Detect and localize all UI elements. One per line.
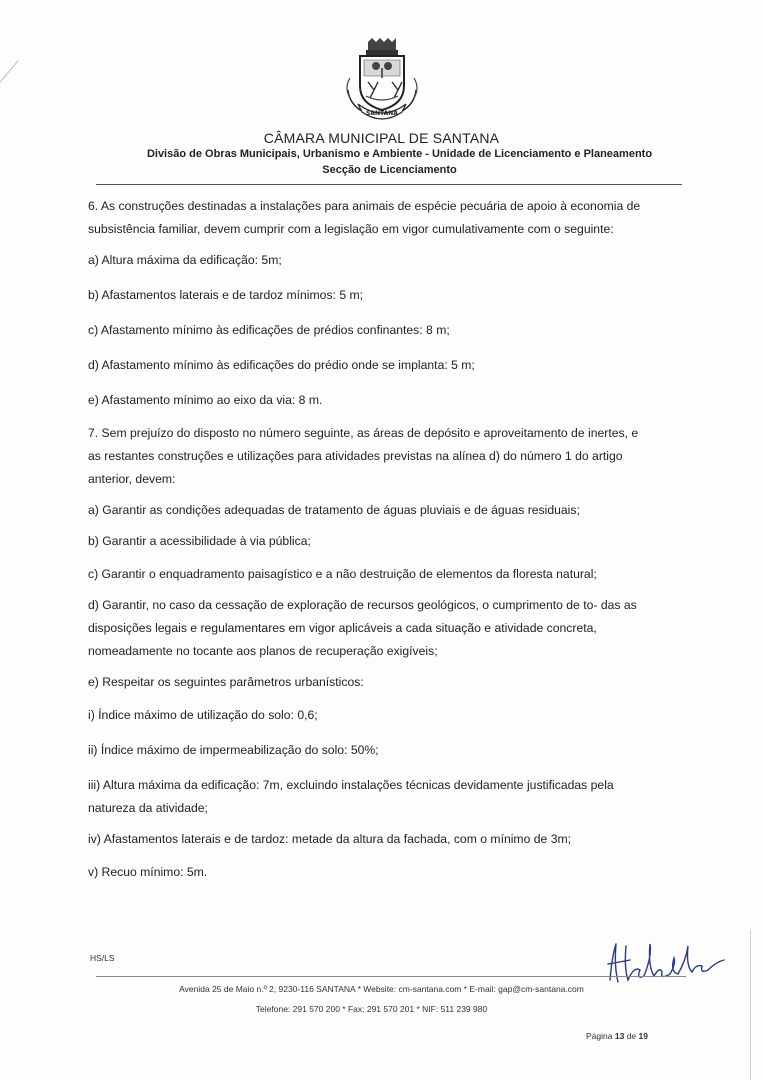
body-line: disposições legais e regulamentares em vigor aplicáveis a cada situação e atividade concreta, [88, 621, 597, 635]
body-line: subsistência familiar, devem cumprir com a legislação em vigor cumulativamente com o seguinte: [88, 222, 614, 236]
body-line: 7. Sem prejuízo do disposto no número seguinte, as áreas de depósito e aproveitamento de inertes, e [88, 426, 639, 440]
body-paragraph [88, 392, 678, 409]
page-of-label: de [626, 1031, 637, 1041]
division-subtitle: Divisão de Obras Municipais, Urbanismo e Ambiente - Unidade de Licenciamento e Planeamento [146, 148, 653, 160]
body-line: b) Afastamentos laterais e de tardoz mínimos: 5 m; [88, 288, 364, 302]
body-paragraph [88, 597, 678, 660]
body-paragraph [88, 322, 678, 339]
body-line: iv) Afastamentos laterais e de tardoz: metade da altura da fachada, com o mínimo de 3m; [88, 832, 572, 846]
body-paragraph [88, 425, 678, 488]
body-line: e) Respeitar os seguintes parâmetros urbanísticos: [88, 675, 364, 689]
body-line: d) Garantir, no caso da cessação de exploração de recursos geológicos, o cumprimento de to- das as [88, 598, 637, 612]
body-paragraph [88, 252, 678, 269]
body-line: 6. As construções destinadas a instalações para animais de espécie pecuária de apoio à economia de [88, 199, 641, 213]
svg-text:SANTANA: SANTANA [366, 110, 398, 117]
organization-title: CÂMARA MUNICIPAL DE SANTANA [263, 130, 500, 146]
body-line: ii) Índice máximo de impermeabilização do solo: 50%; [88, 743, 379, 757]
body-line: c) Afastamento mínimo às edificações de prédios confinantes: 8 m; [88, 323, 450, 337]
page-number [586, 1031, 648, 1041]
body-line: nomeadamente no tocante aos planos de recuperação exigíveis; [88, 644, 438, 658]
footer-contacts: Telefone: 291 570 200 * Fax: 291 570 201 * NIF: 511 239 980 [255, 1004, 488, 1014]
scan-artifact-line [0, 60, 19, 122]
section-subtitle: Secção de Licenciamento [322, 164, 457, 176]
body-paragraph [88, 777, 678, 817]
page-label: Página [586, 1031, 613, 1041]
header-divider [96, 184, 682, 185]
body-line: a) Altura máxima da edificação: 5m; [88, 253, 282, 267]
signature-icon [604, 936, 728, 990]
body-line: v) Recuo mínimo: 5m. [88, 865, 208, 879]
body-line: anterior, devem: [88, 472, 176, 486]
page-total: 19 [638, 1031, 648, 1041]
document-body [88, 198, 678, 881]
body-paragraph [88, 864, 678, 881]
page-current: 13 [614, 1031, 625, 1041]
body-line: e) Afastamento mínimo ao eixo da via: 8 m. [88, 393, 323, 407]
footer-address: Avenida 25 de Maio n.º 2, 9230-116 SANTANA * Website: cm-santana.com * E-mail: gap@cm-santana.com [179, 984, 584, 994]
body-line: c) Garantir o enquadramento paisagístico e a não destruição de elementos da floresta natural; [88, 567, 597, 581]
body-paragraph [88, 287, 678, 304]
body-line: iii) Altura máxima da edificação: 7m, excluindo instalações técnicas devidamente justificadas pela [88, 778, 614, 792]
body-line: natureza da atividade; [88, 801, 208, 815]
body-paragraph [88, 566, 678, 583]
body-line: as restantes construções e utilizações para atividades previstas na alínea d) do número 1 do artigo [88, 449, 623, 463]
body-paragraph [88, 674, 678, 691]
body-paragraph [88, 742, 678, 759]
footer-divider [96, 976, 686, 977]
municipal-crest-icon [340, 38, 424, 120]
body-paragraph [88, 831, 678, 848]
body-line: b) Garantir a acessibilidade à via pública; [88, 534, 311, 548]
body-paragraph [88, 707, 678, 724]
body-line: i) Índice máximo de utilização do solo: 0,6; [88, 708, 318, 722]
author-initials: HS/LS [90, 953, 115, 963]
body-paragraph [88, 502, 678, 519]
body-paragraph [88, 533, 678, 550]
body-paragraph [88, 357, 678, 374]
body-line: d) Afastamento mínimo às edificações do prédio onde se implanta: 5 m; [88, 358, 475, 372]
body-paragraph [88, 198, 678, 238]
body-line: a) Garantir as condições adequadas de tratamento de águas pluviais e de águas residuais; [88, 503, 580, 517]
